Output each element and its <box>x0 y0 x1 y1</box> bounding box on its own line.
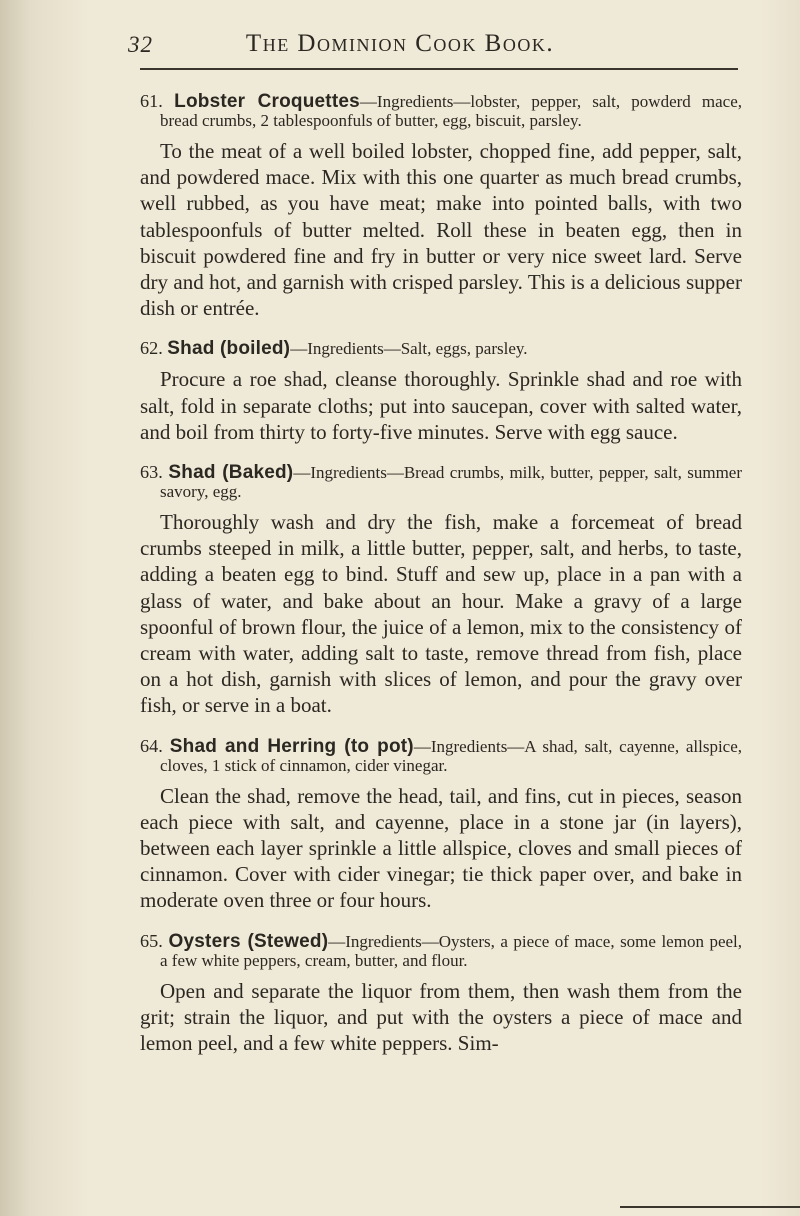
recipe-number: 61. <box>140 91 163 111</box>
recipe-title: Shad (boiled) <box>167 338 291 360</box>
recipe-title: Shad and Herring (to pot) <box>169 735 414 757</box>
recipe-list <box>140 92 742 1074</box>
recipe-title: Oysters (Stewed) <box>168 930 329 952</box>
recipe-ingredients: —Ingredients—Oysters, a piece of mace, some lemon peel, a few white peppers, cream, butter, and flour. <box>160 931 743 970</box>
page-gutter <box>0 0 30 1216</box>
recipe-heading <box>140 463 742 501</box>
page-number: 32 <box>128 32 153 57</box>
recipe-heading <box>140 932 742 970</box>
recipe-ingredients: —Ingredients—Bread crumbs, milk, butter, pepper, salt, summer savory, egg. <box>160 463 742 502</box>
recipe-instructions: Procure a roe shad, cleanse thoroughly. Sprinkle shad and roe with salt, fold in separate cloths; put into saucepan, cover with salted water, and boil from thirty to forty-five minutes. Serve with egg sauce. <box>140 367 742 444</box>
recipe-ingredients: —Ingredients—A shad, salt, cayenne, allspice, cloves, 1 stick of cinnamon, cider vinegar. <box>160 736 743 775</box>
recipe-61 <box>140 92 742 321</box>
recipe-number: 63. <box>140 462 163 483</box>
running-title: The Dominion Cook Book. <box>245 30 555 57</box>
page-header <box>0 24 800 64</box>
recipe-heading <box>140 339 742 358</box>
recipe-instructions: To the meat of a well boiled lobster, chopped fine, add pepper, salt, and powdered mace. Mix with this one quarter as much bread crumbs, well rubbed, as you have meat; make into pointed balls, with two tablespoonfuls of butter melted. Roll these in beaten egg, then in biscuit powdered fine and fry in butter or very nice sweet lard. Serve dry and hot, and garnish with crisped parsley. This is a delicious supper dish or entrée. <box>140 139 742 321</box>
page-bottom-edge <box>620 1206 800 1208</box>
recipe-63 <box>140 463 742 719</box>
recipe-instructions: Thoroughly wash and dry the fish, make a forcemeat of bread crumbs steeped in milk, a little butter, pepper, salt, and herbs, to taste, adding a beaten egg to bind. Stuff and sew up, place in a pan with a glass of water, and bake about an hour. Make a gravy of a large spoonful of brown flour, the juice of a lemon, mix to the consistency of cream with water, adding salt to taste, remove thread from fish, place on a hot dish, garnish with slices of lemon, and pour the gravy over fish, or serve in a boat. <box>140 510 742 718</box>
recipe-heading <box>140 737 742 775</box>
recipe-heading <box>140 92 742 130</box>
recipe-65 <box>140 932 742 1057</box>
header-rule <box>140 68 738 70</box>
recipe-ingredients: —Ingredients—lobster, pepper, salt, powderd mace, bread crumbs, 2 tablespoonfuls of butter, egg, biscuit, parsley. <box>160 92 743 130</box>
recipe-instructions: Open and separate the liquor from them, then wash them from the grit; strain the liquor, and put with the oysters a piece of mace and lemon peel, and a few white peppers. Sim- <box>140 978 742 1056</box>
recipe-title: Lobster Croquettes <box>174 91 360 112</box>
recipe-62 <box>140 339 742 445</box>
recipe-number: 64. <box>140 735 163 756</box>
recipe-ingredients: —Ingredients—Salt, eggs, parsley. <box>290 339 528 359</box>
recipe-number: 62. <box>140 338 163 359</box>
recipe-instructions: Clean the shad, remove the head, tail, and fins, cut in pieces, season each piece with salt, and cayenne, place in a stone jar (in layers), between each layer sprinkle a little allspice, cloves and small pieces of cinnamon. Cover with cider vinegar; tie thick paper over, and bake in moderate oven three or four hours. <box>140 783 742 913</box>
recipe-64 <box>140 737 742 914</box>
recipe-number: 65. <box>140 930 163 951</box>
recipe-title: Shad (Baked) <box>168 462 294 484</box>
